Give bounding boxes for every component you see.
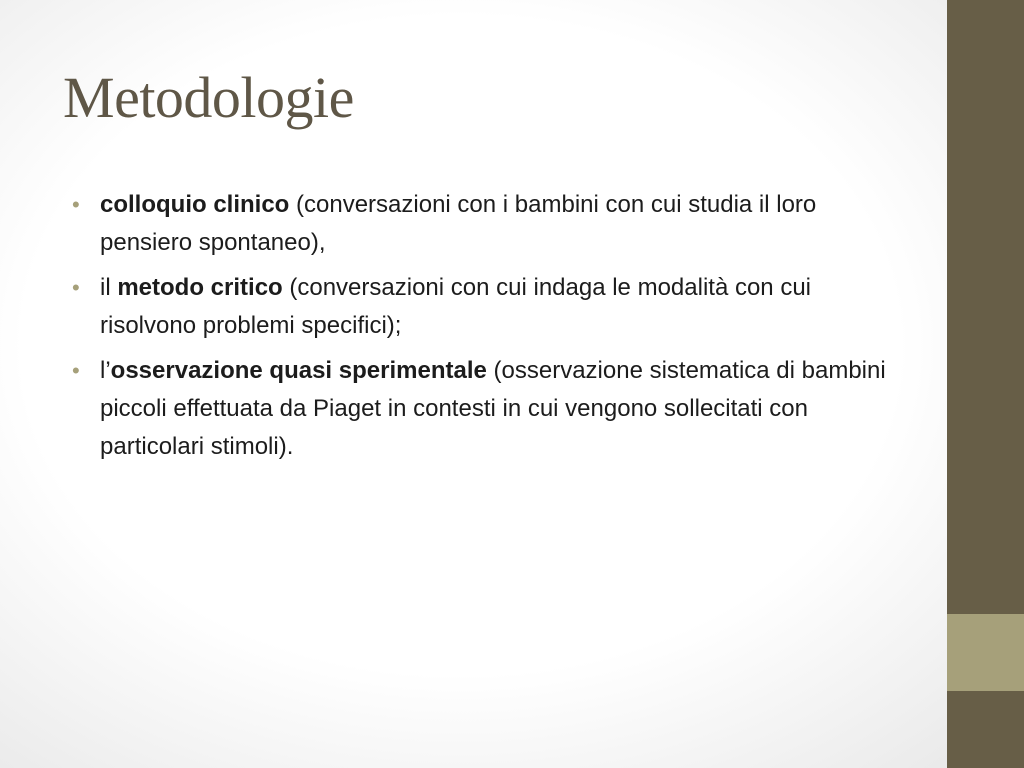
bullet-text: (osservazione sistematica di bambini piccoli effettuata da Piaget in contesti in cui vengono sollecitati con particolari stimoli). [100,357,886,460]
bullet-prefix: l’ [100,357,111,384]
slide-title: Metodologie [63,65,354,130]
bullet-dot-icon: • [72,192,80,217]
bullet-term: metodo critico [117,274,283,301]
bullet-term: colloquio clinico [100,191,290,218]
bullet-term: osservazione quasi sperimentale [110,357,487,384]
bullet-item [72,269,900,345]
side-accent-block [947,614,1024,691]
bullet-dot-icon: • [72,358,80,383]
bullet-item [72,352,900,466]
bullet-text: (conversazioni con i bambini con cui studia il loro pensiero spontaneo), [100,191,817,256]
bullet-dot-icon: • [72,275,80,300]
bullet-item [72,186,900,262]
bullet-list [72,186,900,473]
bullet-text: (conversazioni con cui indaga le modalità con cui risolvono problemi specifici); [100,274,811,339]
bullet-prefix: il [100,274,118,301]
